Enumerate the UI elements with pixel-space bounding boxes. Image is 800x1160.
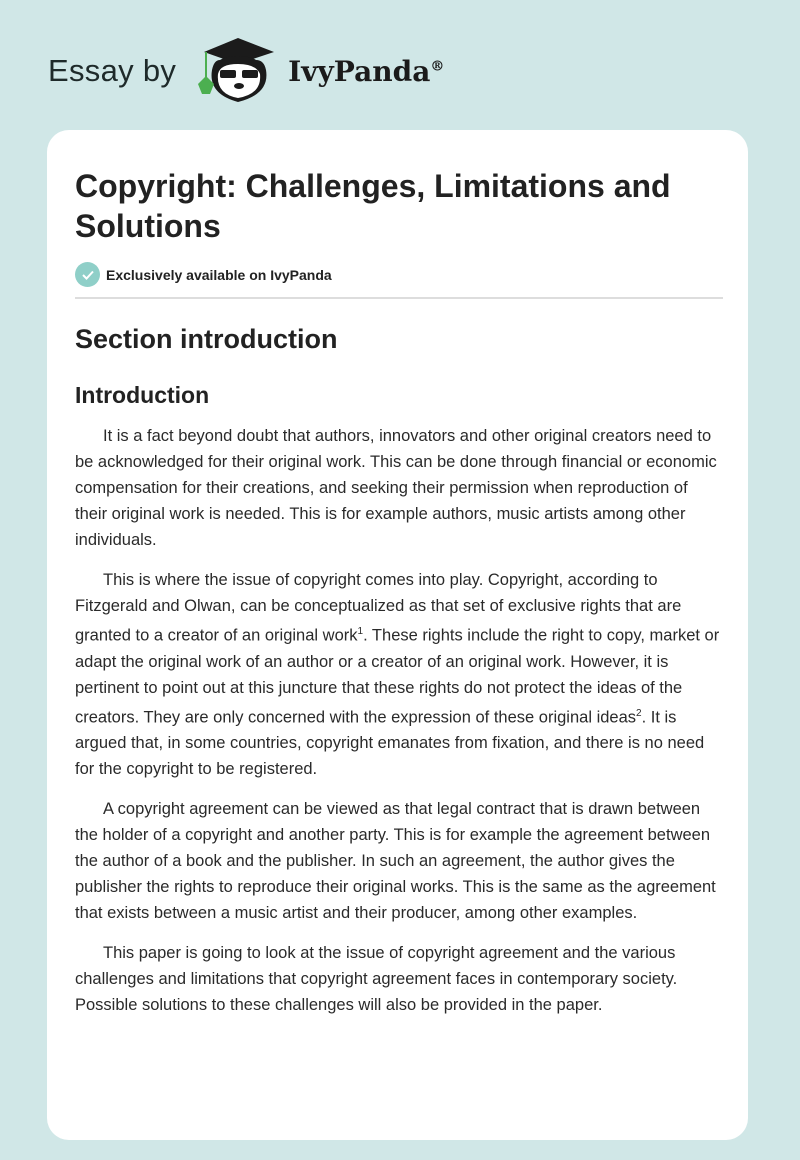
paragraph: A copyright agreement can be viewed as that legal contract that is drawn between the holder of a copyright and another party. This is for example the agreement between the author of a book and the publisher. In such an agreement, the author gives the publisher the rights to reproduce their original works. This is the same as the agreement that exists between a music artist and their producer, among other examples. — [75, 800, 716, 922]
essay-by-label: Essay by — [48, 53, 177, 88]
footnote-ref[interactable]: 2 — [636, 707, 642, 719]
brand-name[interactable] — [288, 55, 444, 88]
badge-label: Exclusively available on IvyPanda — [106, 266, 332, 283]
registered-mark: ® — [430, 58, 445, 75]
section-title: Section introduction — [75, 324, 338, 354]
exclusive-badge — [75, 262, 723, 287]
paragraph-text: . These rights include the right to copy, market or adapt the original work of an author or a creator of an original work. However, it is pertinent to point out at this juncture that these rights do not protect the ideas of the creators. They are only concerned with the expression of these original ideas — [75, 626, 720, 726]
essay-card — [47, 130, 748, 1140]
essay-title: Copyright: Challenges, Limitations and Solutions — [75, 168, 671, 244]
site-header — [48, 36, 444, 106]
paragraph: This paper is going to look at the issue of copyright agreement and the various challenges and limitations that copyright agreement faces in contemporary society. Possible solutions to these challenges will also be provided in the paper. — [75, 944, 678, 1014]
subsection-title: Introduction — [75, 382, 210, 408]
paragraph-text: . It is argued that, in some countries, copyright emanates from fixation, and there is no need for the copyright to be registered. — [75, 708, 705, 778]
paragraph-text: This is where the issue of copyright comes into play. Copyright, according to Fitzgerald and Olwan, can be conceptualized as that set of exclusive rights that are granted to a creator of an original work — [75, 571, 682, 645]
panda-logo-icon[interactable] — [194, 34, 278, 109]
paragraph: It is a fact beyond doubt that authors, innovators and other original creators need to be acknowledged for their original work. This can be done through financial or economic compensation for their creations, and seeking their permission when reproduction of their original work is needed. This is for example authors, music artists among other individuals. — [75, 427, 717, 549]
brand-text: IvyPanda — [288, 54, 431, 88]
check-icon — [75, 262, 100, 287]
paragraph — [75, 567, 723, 782]
divider — [75, 297, 723, 299]
footnote-ref[interactable]: 1 — [357, 626, 364, 637]
